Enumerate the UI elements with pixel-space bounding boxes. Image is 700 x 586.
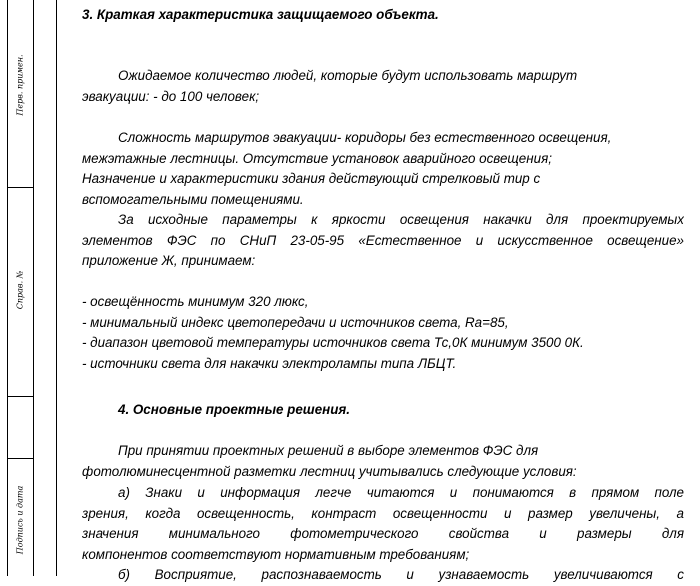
stamp-divider [7, 396, 33, 397]
section-4-title: 4. Основные проектные решения. [118, 402, 351, 417]
list-item: - освещённость минимум 320 люкс, [82, 294, 309, 309]
paragraph-design-conditions: При принятии проектных решений в выборе элементов ФЭС для фотолюминесцентной разметки лестниц учитывались следующие условия: [82, 443, 577, 479]
stamp-label-first-use: Перв. примен. [15, 54, 25, 116]
paragraph-evacuation-complexity: Сложность маршрутов эвакуации- коридоры без естественного освещения, межэтажные лестницы. Отсутствие установок аварийного освещения; Назначение и характеристики здания действующий стрелковый тир с вспомогательными помещениями. [82, 130, 612, 207]
stamp-right-line [56, 0, 57, 576]
list-item: - минимальный индекс цветопередачи и источников света, Ra=85, [82, 314, 509, 330]
paragraph-item-a: а) Знаки и информация легче читаются и понимаются в прямом поле зрения, когда освещенность, контраст освещенности и размер увеличены, а значения минимального фотометрического свойства и размеры для компонентов соответствуют нормативным требованиям; [82, 485, 684, 562]
stamp-divider [7, 187, 33, 188]
paragraph-initial-parameters: За исходные параметры к яркости освещения накачки для проектируемых элементов ФЭС по СНиП 23-05-95 «Естественное и искусственное освещение» приложение Ж, принимаем: [82, 212, 684, 268]
stamp-divider [7, 458, 33, 459]
stamp-label-reference-number: Справ. № [15, 270, 25, 310]
paragraph-people-count: Ожидаемое количество людей, которые будут использовать маршрут эвакуации: - до 100 человек; [82, 68, 578, 104]
parameter-list [82, 292, 684, 374]
list-item: - источники света для накачки электролампы типа ЛБЦТ. [82, 355, 457, 371]
stamp-inner-line [33, 0, 34, 576]
paragraph-item-b: б) Восприятие, распознаваемость и узнаваемость увеличиваются с [118, 567, 684, 582]
stamp-label-signature-date: Подпись и дата [15, 485, 25, 555]
section-3-title: 3. Краткая характеристика защищаемого объекта. [82, 7, 439, 22]
list-item: - диапазон цветовой температуры источников света Тс,0К минимум 3500 0К. [82, 335, 584, 350]
